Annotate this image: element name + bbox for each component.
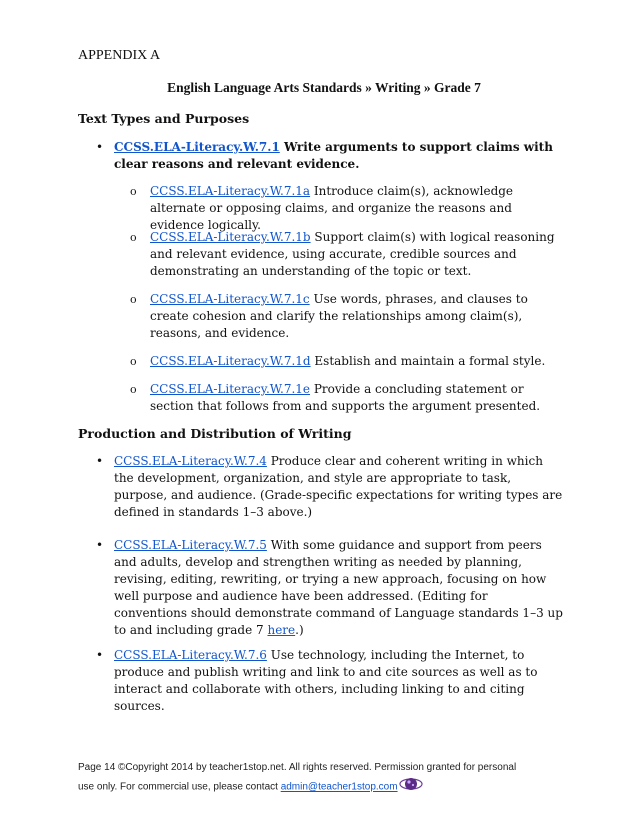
section-heading-production: Production and Distribution of Writing (78, 426, 352, 441)
standard-text-w71b: Support claim(s) with logical reasoning and relevant evidence, using accurate, credible sources and demonstrating an understanding of the topic or text. (150, 230, 555, 278)
bullet-icon: • (96, 454, 104, 468)
standard-text-w71e: Provide a concluding statement or section that follows from and supports the argument presented. (150, 382, 541, 413)
page-footer (78, 760, 578, 798)
standard-link-w74[interactable]: CCSS.ELA-Literacy.W.7.4 (114, 454, 267, 468)
footer-email-link[interactable]: admin@teacher1stop.com (280, 781, 398, 793)
logo-icon (398, 776, 424, 798)
standard-w71d (130, 353, 560, 370)
standard-link-w76[interactable]: CCSS.ELA-Literacy.W.7.6 (114, 648, 267, 662)
standard-link-w71d[interactable]: CCSS.ELA-Literacy.W.7.1d (150, 354, 311, 368)
standard-text-w71d: Establish and maintain a formal style. (310, 354, 546, 368)
standard-text-w71c: Use words, phrases, and clauses to create cohesion and clarify the relationships among claim(s), reasons, and evidence. (150, 292, 528, 340)
footer-line2: use only. For commercial use, please contact (78, 781, 281, 793)
appendix-label: APPENDIX A (78, 48, 161, 63)
standard-tail-w75: .) (295, 623, 304, 637)
standard-w74 (96, 453, 564, 521)
bullet-icon: • (96, 140, 104, 154)
standard-w71e (130, 381, 560, 415)
standard-text-w76: Use technology, including the Internet, to produce and publish writing and link to and cite sources as well as to interact and collaborate with others, including linking to and citing sources. (114, 648, 538, 713)
standard-text-w74: Produce clear and coherent writing in which the development, organization, and style are appropriate to task, purpose, and audience. (Grade-specific expectations for writing types are defined in standards 1–3 above.) (114, 454, 563, 519)
bullet-icon: • (96, 538, 104, 552)
standard-w76 (96, 647, 564, 715)
standard-w71a (130, 183, 560, 234)
standard-text-w75: With some guidance and support from peers and adults, develop and strengthen writing as needed by planning, revising, editing, rewriting, or trying a new approach, focusing on how well purpose and audience have been addressed. (Editing for conventions should demonstrate command of Language standards 1–3 up to and including grade 7 (114, 538, 563, 637)
standard-link-w71[interactable]: CCSS.ELA-Literacy.W.7.1 (114, 140, 280, 154)
standard-text-w71a: Introduce claim(s), acknowledge alternate or opposing claims, and organize the reasons and evidence logically. (150, 184, 514, 232)
circle-bullet-icon: o (130, 185, 137, 198)
standard-link-w71b[interactable]: CCSS.ELA-Literacy.W.7.1b (150, 230, 311, 244)
circle-bullet-icon: o (130, 383, 137, 396)
circle-bullet-icon: o (130, 293, 137, 306)
footer-line1: Page 14 ©Copyright 2014 by teacher1stop.net. All rights reserved. Permission granted for personal (78, 762, 517, 773)
standard-w71 (96, 139, 564, 173)
standard-link-w71c[interactable]: CCSS.ELA-Literacy.W.7.1c (150, 292, 310, 306)
standard-w75 (96, 537, 564, 639)
standard-link-w71a[interactable]: CCSS.ELA-Literacy.W.7.1a (150, 184, 311, 198)
circle-bullet-icon: o (130, 231, 137, 244)
standard-w71b (130, 229, 560, 280)
circle-bullet-icon: o (130, 355, 137, 368)
standard-w71c (130, 291, 560, 342)
standard-link-w75[interactable]: CCSS.ELA-Literacy.W.7.5 (114, 538, 267, 552)
bullet-icon: • (96, 648, 104, 662)
standard-text-w71: Write arguments to support claims with clear reasons and relevant evidence. (114, 140, 553, 171)
standard-link-w71e[interactable]: CCSS.ELA-Literacy.W.7.1e (150, 382, 311, 396)
page-title: English Language Arts Standards » Writing » Grade 7 (167, 80, 481, 95)
section-heading-text-types: Text Types and Purposes (78, 111, 250, 126)
here-link[interactable]: here (267, 623, 296, 637)
